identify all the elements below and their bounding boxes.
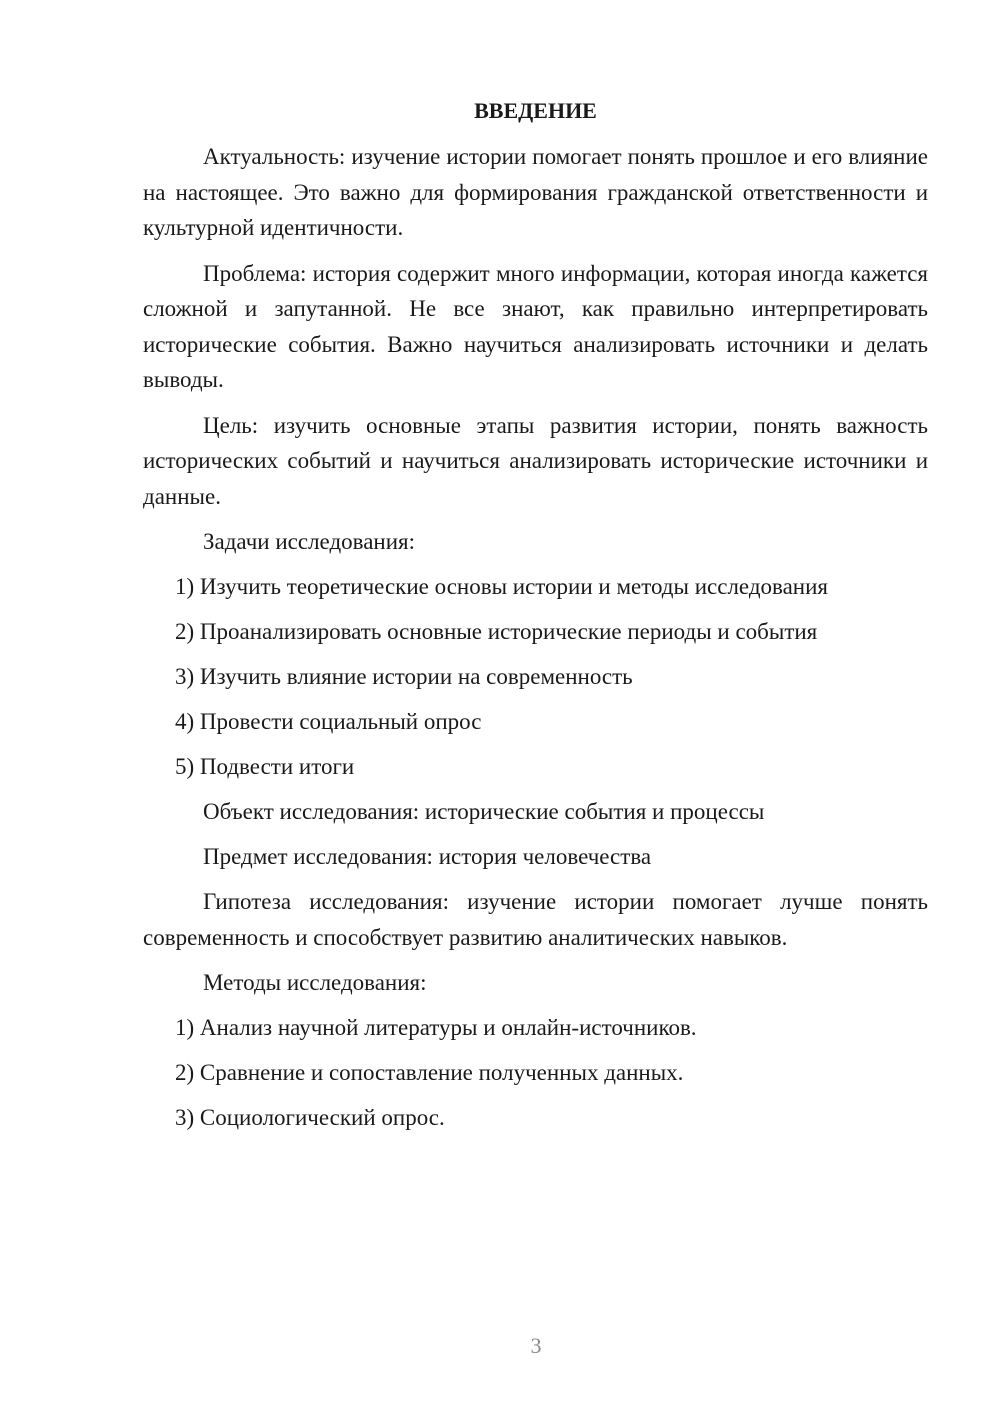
research-subject: Предмет исследования: история человечества — [203, 844, 652, 869]
task-item: 5) Подвести итоги — [175, 754, 355, 779]
method-item: 3) Социологический опрос. — [175, 1105, 445, 1130]
method-item: 1) Анализ научной литературы и онлайн-источников. — [175, 1015, 697, 1040]
relevance-paragraph: Актуальность: изучение истории помогает понять прошлое и его влияние на настоящее. Это важно для формирования гражданской ответственности и культурной идентичности. — [143, 144, 928, 240]
task-item: 3) Изучить влияние истории на современность — [175, 664, 633, 689]
tasks-heading: Задачи исследования: — [203, 529, 416, 554]
goal-paragraph: Цель: изучить основные этапы развития истории, понять важность исторических событий и научиться анализировать исторические источники и данные. — [143, 412, 928, 509]
methods-heading: Методы исследования: — [203, 970, 427, 995]
document-body — [143, 95, 928, 1145]
task-item: 1) Изучить теоретические основы истории и методы исследования — [175, 574, 828, 599]
method-item: 2) Сравнение и сопоставление полученных данных. — [175, 1060, 684, 1085]
research-object: Объект исследования: исторические события и процессы — [203, 799, 765, 824]
task-item: 2) Проанализировать основные исторические периоды и события — [175, 619, 818, 644]
page-number: 3 — [530, 1333, 542, 1358]
task-item: 4) Провести социальный опрос — [175, 709, 482, 734]
section-title: ВВЕДЕНИЕ — [474, 98, 597, 123]
hypothesis-paragraph: Гипотеза исследования: изучение истории помогает лучше понять современность и способствует развитию аналитических навыков. — [143, 889, 928, 950]
problem-paragraph: Проблема: история содержит много информации, которая иногда кажется сложной и запутанной. Не все знают, как правильно интерпретировать исторические события. Важно научиться анализировать источники и делать выводы. — [143, 260, 928, 392]
